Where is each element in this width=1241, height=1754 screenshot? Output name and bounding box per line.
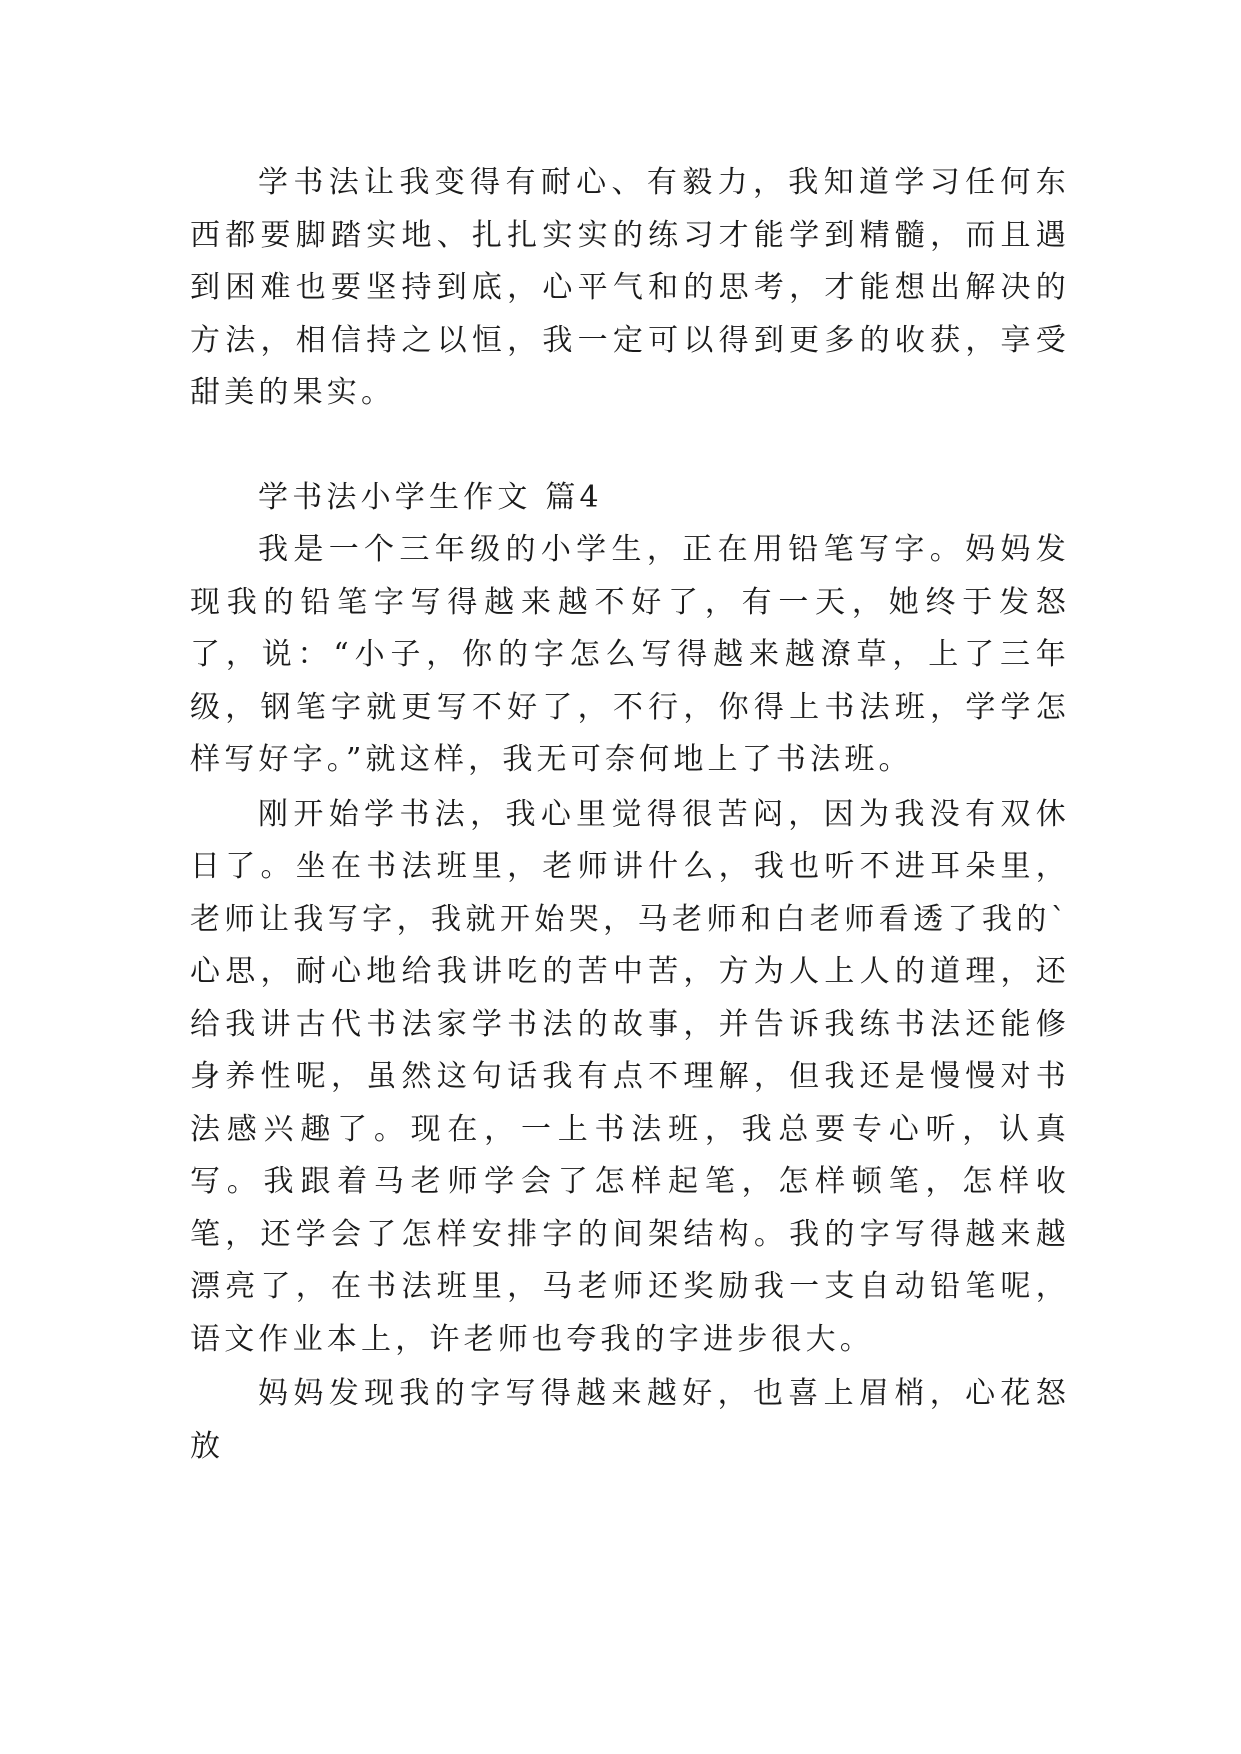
document-body bbox=[190, 157, 1070, 1473]
paragraph-4: 妈妈发现我的字写得越来越好，也喜上眉梢，心花怒放 bbox=[190, 1376, 1070, 1464]
paragraph-2: 我是一个三年级的小学生，正在用铅笔写字。妈妈发现我的铅笔字写得越来越不好了，有一天，她终于发怒了，说：“小子，你的字怎么写得越来越潦草，上了三年级，钢笔字就更写不好了，不行，你得上书法班，学学怎样写好字。”就这样，我无可奈何地上了书法班。 bbox=[190, 532, 1070, 777]
section-gap bbox=[190, 420, 1070, 472]
paragraph-1: 学书法让我变得有耐心、有毅力，我知道学习任何东西都要脚踏实地、扎扎实实的练习才能学到精髓，而且遇到困难也要坚持到底，心平气和的思考，才能想出解决的方法，相信持之以恒，我一定可以得到更多的收获，享受甜美的果实。 bbox=[190, 165, 1070, 410]
section-heading: 学书法小学生作文 篇4 bbox=[258, 479, 603, 515]
paragraph-3: 刚开始学书法，我心里觉得很苦闷，因为我没有双休日了。坐在书法班里，老师讲什么，我也听不进耳朵里，老师让我写字，我就开始哭，马老师和白老师看透了我的`心思，耐心地给我讲吃的苦中苦，方为人上人的道理，还给我讲古代书法家学书法的故事，并告诉我练书法还能修身养性呢，虽然这句话我有点不理解，但我还是慢慢对书法感兴趣了。现在，一上书法班，我总要专心听，认真写。我跟着马老师学会了怎样起笔，怎样顿笔，怎样收笔，还学会了怎样安排字的间架结构。我的字写得越来越漂亮了，在书法班里，马老师还奖励我一支自动铅笔呢，语文作业本上，许老师也夸我的字进步很大。 bbox=[190, 796, 1070, 1357]
